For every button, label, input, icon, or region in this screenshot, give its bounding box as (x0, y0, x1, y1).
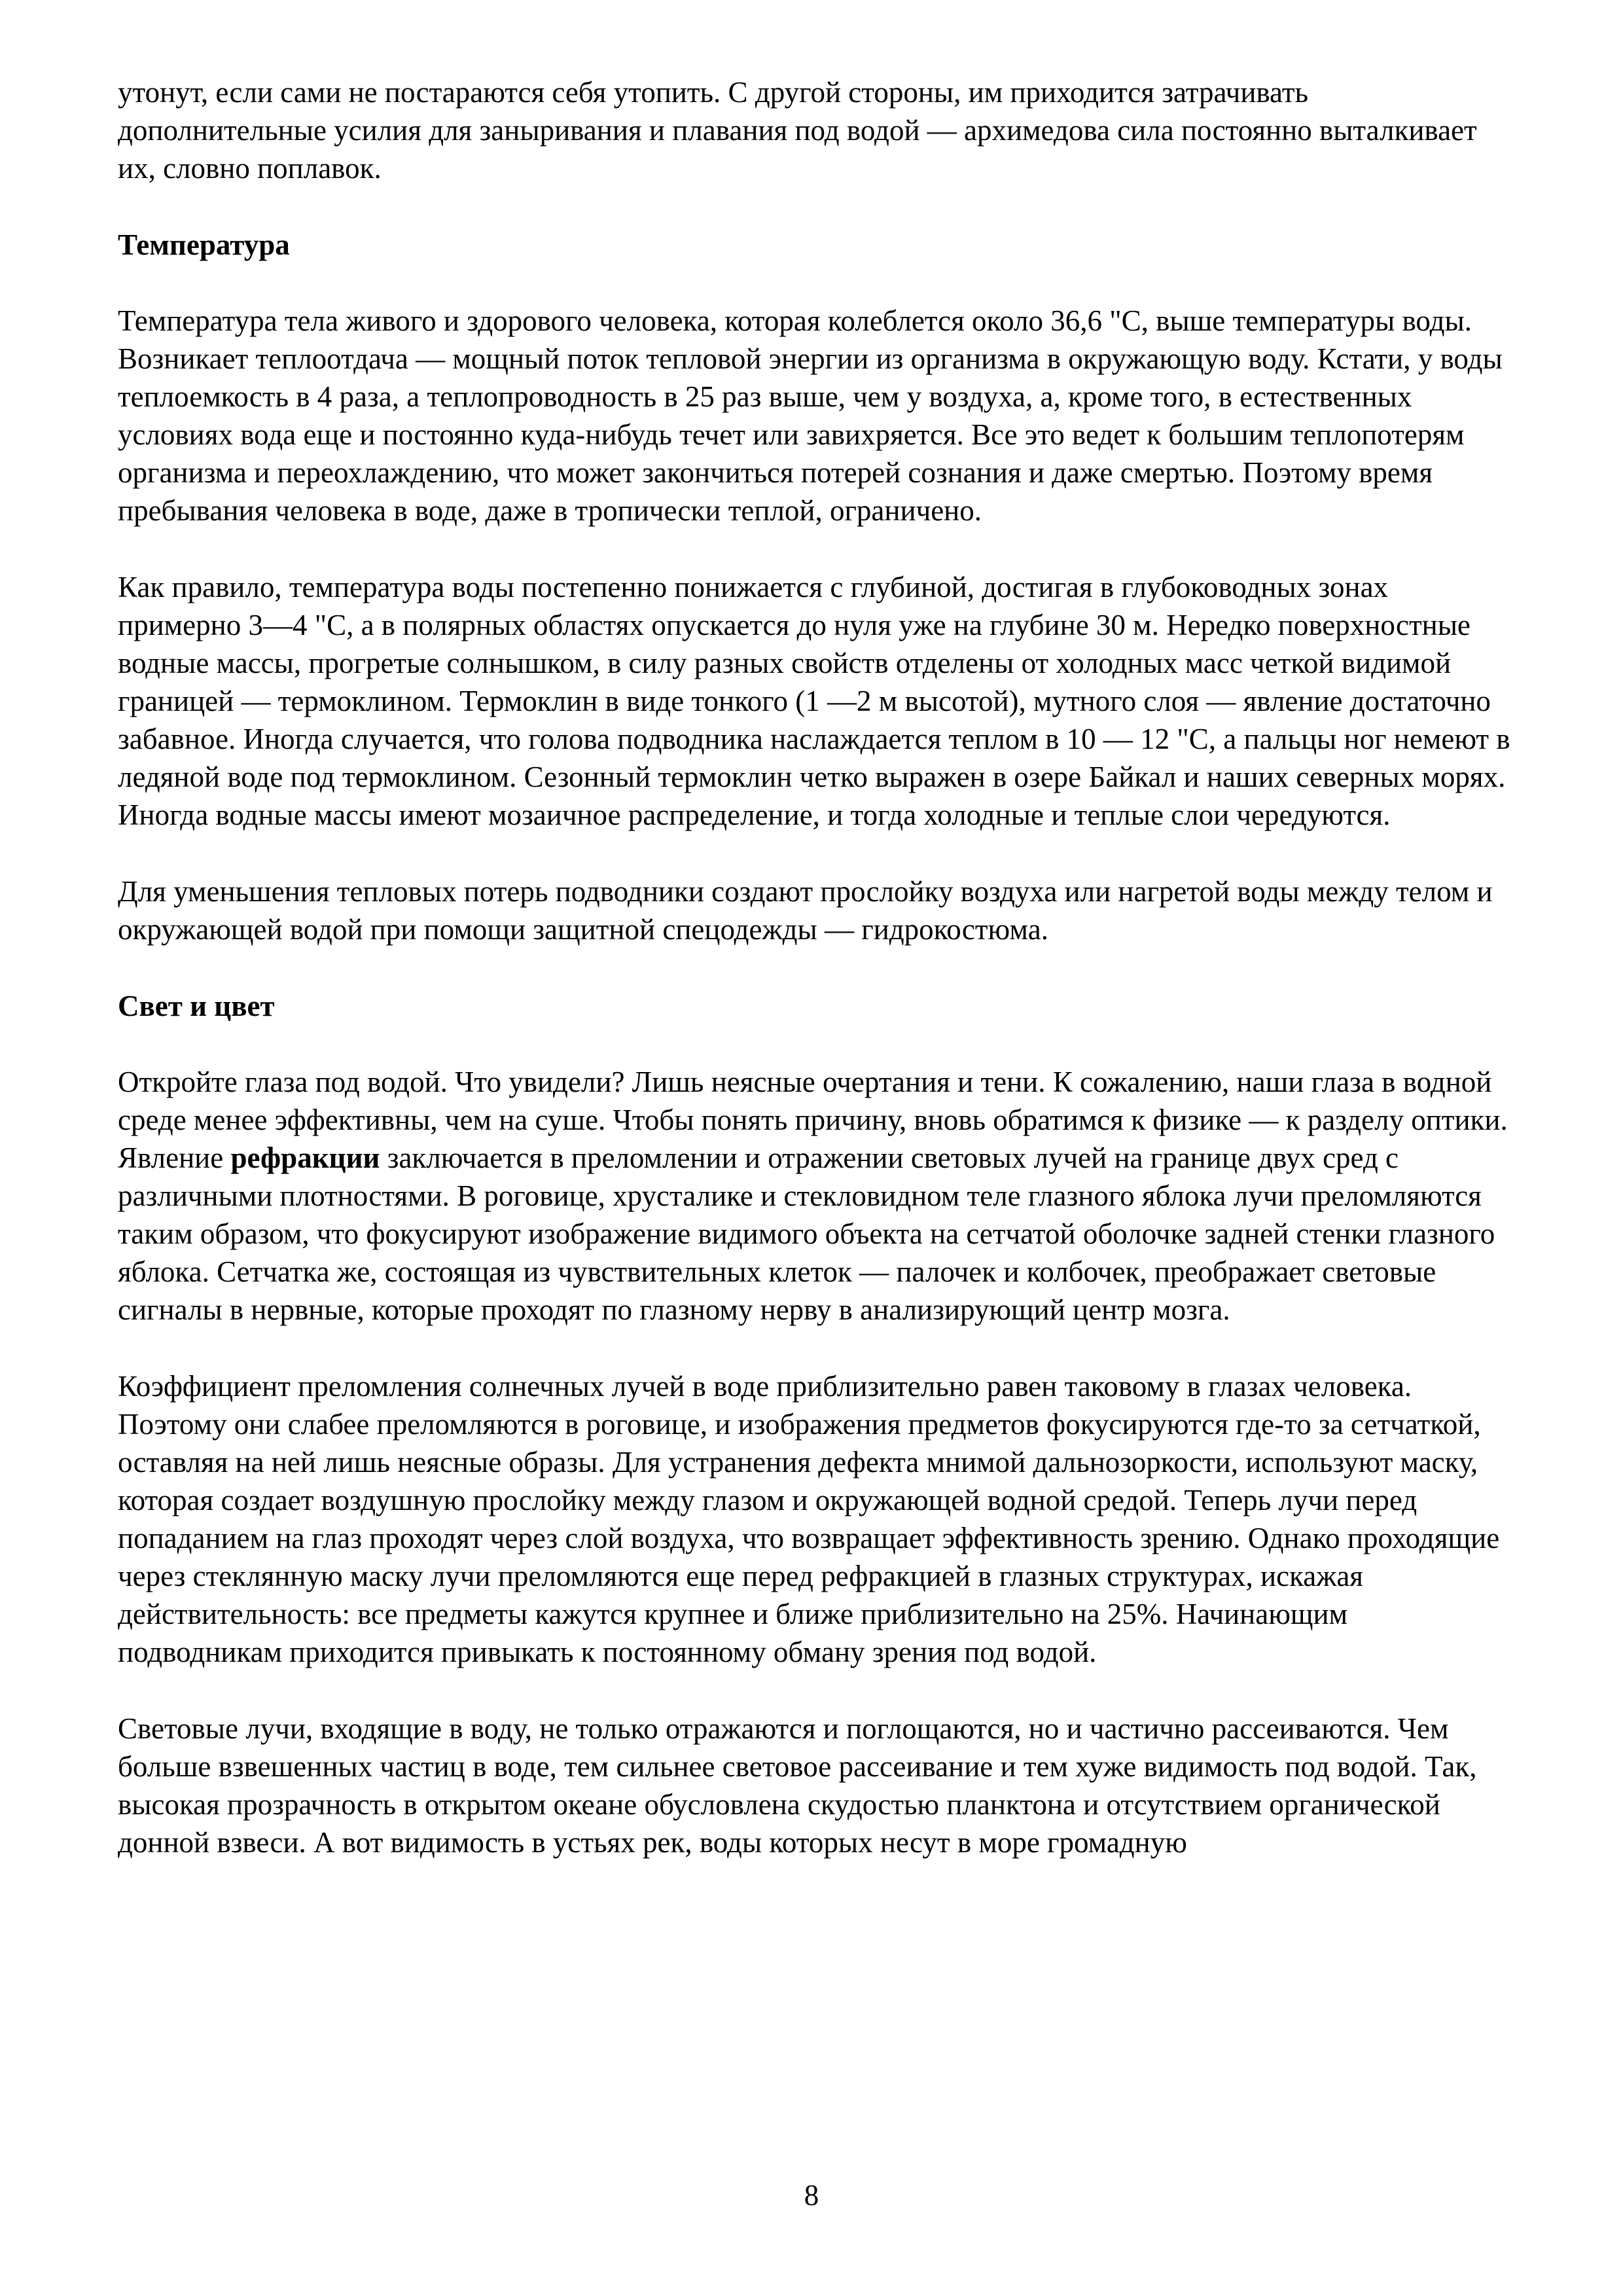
paragraph-light-3: Световые лучи, входящие в воду, не только отражаются и поглощаются, но и частично рассеиваются. Чем больше взвешенных частиц в воде, тем сильнее световое рассеивание и тем хуже видимость под водой. Так, высокая прозрачность в открытом океане обусловлена скудостью планктона и отсутствием органической донной взвеси. А вот видимость в устьях рек, воды которых несут в море громадную (118, 1712, 1477, 1859)
paragraph-light-2: Коэффициент преломления солнечных лучей в воде приблизительно равен таковому в глазах человека. Поэтому они слабее преломляются в роговице, и изображения предметов фокусируются где-то за сетчаткой, оставляя на ней лишь неясные образы. Для устранения дефекта мнимой дальнозоркости, используют маску, которая создает воздушную прослойку между глазом и окружающей водной средой. Теперь лучи перед попаданием на глаз проходят через слой воздуха, что возвращает эффективность зрению. Однако проходящие через стеклянную маску лучи преломляются еще перед рефракцией в глазных структурах, искажая действительность: все предметы кажутся крупнее и ближе приблизительно на 25%. Начинающим подводникам приходится привыкать к постоянному обману зрения под водой. (118, 1370, 1500, 1668)
paragraph-temperature-3: Для уменьшения тепловых потерь подводники создают прослойку воздуха или нагретой воды между телом и окружающей водой при помощи защитной спецодежды — гидрокостюма. (118, 875, 1493, 946)
page-number: 8 (804, 2179, 819, 2212)
paragraph-temperature-1: Температура тела живого и здорового человека, которая колеблется около 36,6 "С, выше температуры воды. Возникает теплоотдача — мощный поток тепловой энергии из организма в окружающую воду. Кстати, у воды теплоемкость в 4 раза, а теплопроводность в 25 раз выше, чем у воздуха, а, кроме того, в естественных условиях вода еще и постоянно куда-нибудь течет или завихряется. Все это ведет к большим теплопотерям организма и переохлаждению, что может закончиться потерей сознания и даже смертью. Поэтому время пребывания человека в воде, даже в тропически теплой, ограничено. (118, 304, 1503, 527)
paragraph-temperature-2: Как правило, температура воды постепенно понижается с глубиной, достигая в глубоководных зонах примерно 3—4 "С, а в полярных областях опускается до нуля уже на глубине 30 м. Нередко поверхностные водные массы, прогретые солнышком, в силу разных свойств отделены от холодных масс четкой видимой границей — термоклином. Термоклин в виде тонкого (1 —2 м высотой), мутного слоя — явление достаточно забавное. Иногда случается, что голова подводника наслаждается теплом в 10 — 12 "С, а пальцы ног немеют в ледяной воде под термоклином. Сезонный термоклин четко выражен в озере Байкал и наших северных морях. Иногда водные массы имеют мозаичное распределение, и тогда холодные и теплые слои чередуются. (118, 571, 1510, 831)
heading-temperature: Температура (118, 228, 290, 261)
document-page (118, 73, 1518, 1900)
paragraph-light-1-start: Откройте глаза под водой. Что увидели? Лишь неясные очертания и тени. К сожалению, наши глаза в водной среде менее эффективны, чем на суше. Чтобы понять причину, вновь обратимся к физике — к разделу оптики. Явление (118, 1066, 1508, 1174)
paragraph-intro: утонут, если сами не постараются себя утопить. С другой стороны, им приходится затрачивать дополнительные усилия для заныривания и плавания под водой — архимедова сила постоянно выталкивает их, словно поплавок. (118, 76, 1477, 185)
term-refraction: рефракции (230, 1141, 380, 1174)
paragraph-light-1-end: заключается в преломлении и отражении световых лучей на границе двух сред с различными плотностями. В роговице, хрусталике и стекловидном теле глазного яблока лучи преломляются таким образом, что фокусируют изображение видимого объекта на сетчатой оболочке задней стенки глазного яблока. Сетчатка же, состоящая из чувствительных клеток — палочек и колбочек, преображает световые сигналы в нервные, которые проходят по глазному нерву в анализирующий центр мозга. (118, 1141, 1495, 1326)
paragraph-light-1 (118, 1063, 1518, 1329)
heading-light-color: Свет и цвет (118, 990, 275, 1022)
